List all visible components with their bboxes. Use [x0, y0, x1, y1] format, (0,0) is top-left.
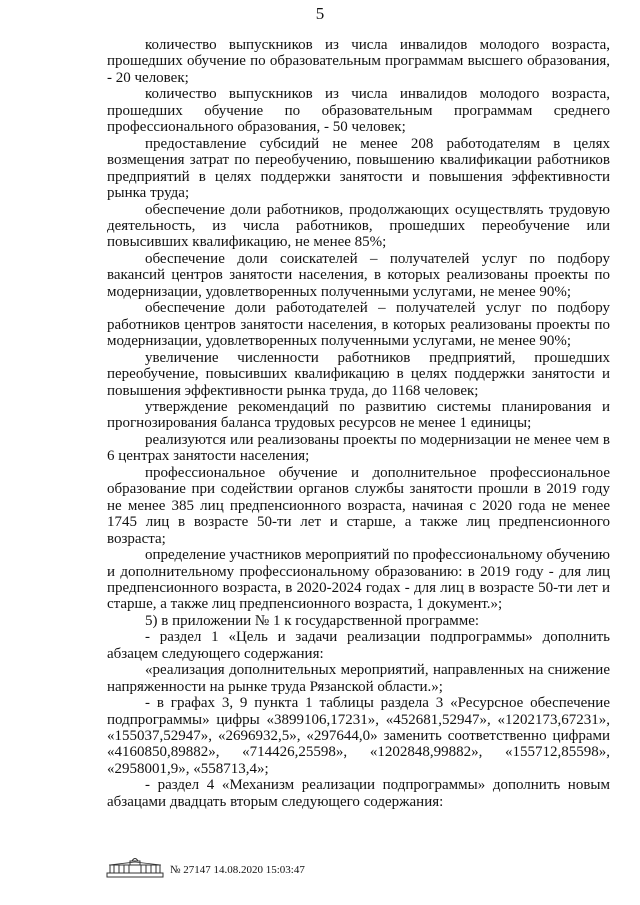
document-body — [107, 37, 610, 810]
registration-stamp: № 27147 14.08.2020 15:03:47 — [170, 864, 305, 876]
paragraph: 5) в приложении № 1 к государственной программе: — [145, 612, 480, 629]
paragraph: обеспечение доли работников, продолжающих осуществлять трудовую деятельность, из числа работников, прошедших переобучение или повысивших квалификацию, не менее 85%; — [107, 201, 610, 251]
government-building-stamp-icon — [106, 856, 164, 878]
paragraph: профессиональное обучение и дополнительное профессиональное образование при содействии органов службы занятости прошли в 2019 году не менее 385 лиц предпенсионного возраста, начиная с 2020 года не менее 1745 лиц в возрасте 50-ти лет и старше, а также лиц предпенсионного возраста; — [107, 464, 610, 547]
paragraph: определение участников мероприятий по профессиональному обучению и дополнительному профессиональному образованию: в 2019 году - для лиц предпенсионного возраста, в 2020-2024 годах - для лиц в возрасте 50-ти лет и старше, а также лиц предпенсионного возраста, 1 документ.»; — [107, 547, 610, 613]
paragraph: увеличение численности работников предприятий, прошедших переобучение, повысивших квалификацию в целях поддержки занятости и повышения эффективности рынка труда, до 1168 человек; — [107, 349, 610, 399]
paragraph: количество выпускников из числа инвалидов молодого возраста, прошедших обучение по образовательным программам высшего образования, - 20 человек; — [107, 37, 610, 86]
document-footer — [106, 856, 406, 886]
paragraph: предоставление субсидий не менее 208 работодателям в целях возмещения затрат по переобучению, повышению квалификации работников предприятий в целях поддержки занятости и повышения эффективности рынка труда; — [107, 135, 610, 202]
paragraph: обеспечение доли работодателей – получателей услуг по подбору работников центров занятости населения, в которых реализованы проекты по модернизации, удовлетворенных полученными услугами, не менее 90%; — [107, 300, 610, 350]
paragraph: - раздел 4 «Механизм реализации подпрограммы» дополнить новым абзацами двадцать вторым следующего содержания: — [107, 777, 610, 810]
paragraph: реализуются или реализованы проекты по модернизации не менее чем в 6 центрах занятости населения; — [107, 431, 610, 465]
paragraph: обеспечение доли соискателей – получателей услуг по подбору вакансий центров занятости населения, в которых реализованы проекты по модернизации, удовлетворенных полученными услугами, не менее 90%; — [107, 250, 610, 300]
paragraph: утверждение рекомендаций по развитию системы планирования и прогнозирования баланса трудовых ресурсов не менее 1 единицы; — [107, 398, 610, 432]
page-number: 5 — [315, 4, 325, 23]
paragraph: - в графах 3, 9 пункта 1 таблицы раздела 3 «Ресурсное обеспечение подпрограммы» цифры «3899106,17231», «452681,52947», «1202173,67231», «155037,52947», «2696932,5», «297644,0» заменить соответственно цифрами «4160850,89882», «714426,25598», «1202848,99882», «155712,85598», «2958001,9», «558713,4»; — [107, 695, 610, 777]
paragraph: количество выпускников из числа инвалидов молодого возраста, прошедших обучение по образовательным программам среднего профессионального образования, - 50 человек; — [107, 86, 610, 136]
paragraph: «реализация дополнительных мероприятий, направленных на снижение напряженности на рынке труда Рязанской области.»; — [107, 662, 610, 695]
paragraph: - раздел 1 «Цель и задачи реализации подпрограммы» дополнить абзацем следующего содержания: — [107, 629, 610, 662]
